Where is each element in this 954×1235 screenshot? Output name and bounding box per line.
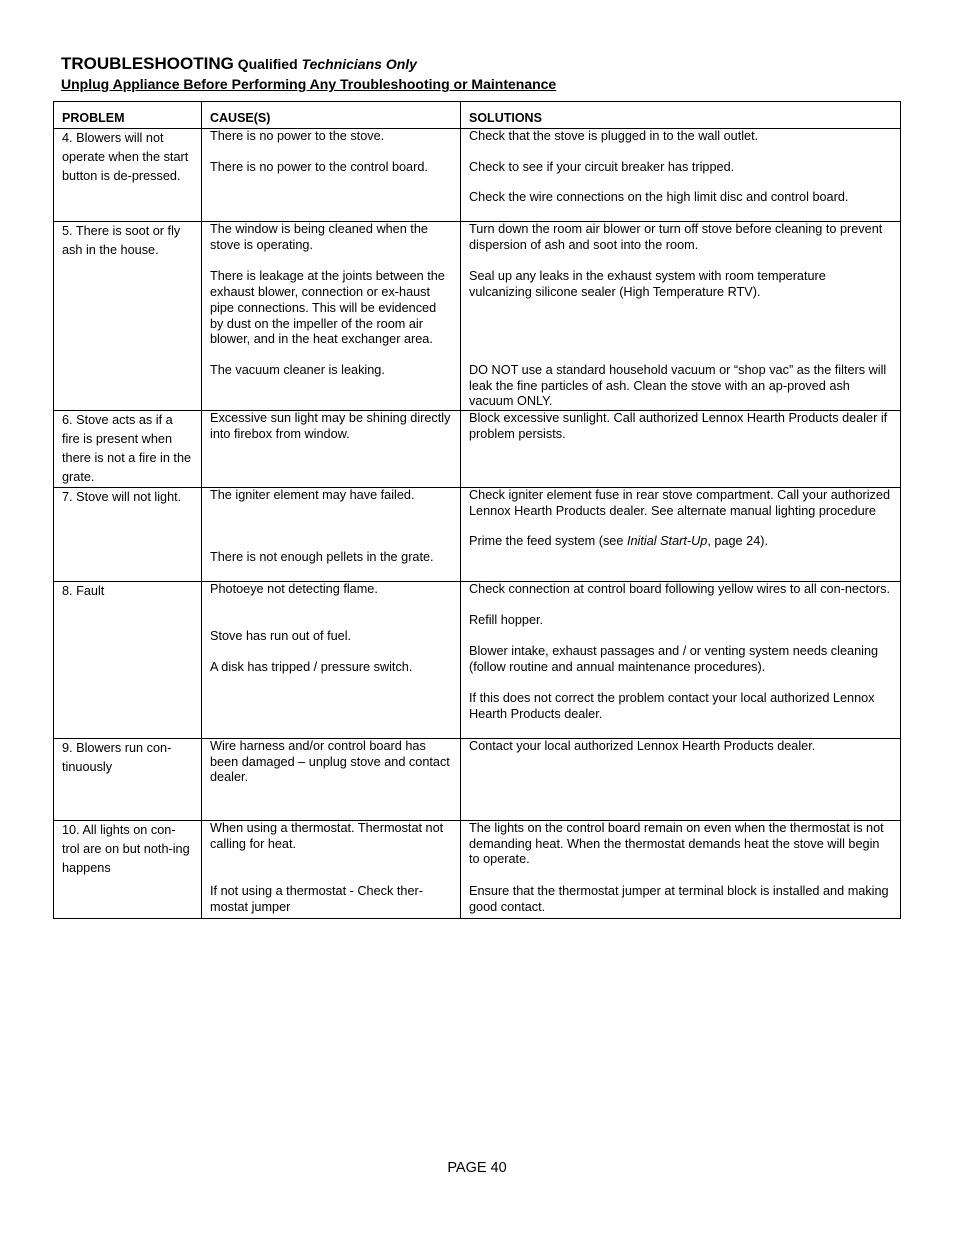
- solution-text: DO NOT use a standard household vacuum or “shop vac” as the filters will leak the fine particles of ash. Clean the stove with an ap-proved ash vacuum ONLY.: [469, 362, 887, 409]
- solutions-cell: [461, 582, 901, 739]
- warning-subtitle: Unplug Appliance Before Performing Any Troubleshooting or Maintenance: [61, 76, 557, 92]
- table-header-row: [54, 102, 901, 129]
- solution-text-part: Prime the feed system (see: [469, 534, 627, 549]
- header-solutions: SOLUTIONS: [461, 102, 901, 129]
- solution-text-part: , page 24).: [707, 534, 769, 549]
- title-line: [61, 55, 556, 73]
- solution-text: Block excessive sunlight. Call authorized Lennox Hearth Products dealer if problem persists.: [469, 411, 888, 441]
- page-number: PAGE 40: [447, 1160, 507, 1176]
- cause-text: When using a thermostat. Thermostat not calling for heat.: [210, 821, 444, 851]
- cause-text: Wire harness and/or control board has been damaged – unplug stove and contact dealer.: [210, 739, 450, 785]
- table-row: [54, 129, 901, 222]
- solution-text: Check that the stove is plugged in to the wall outlet.: [469, 129, 759, 143]
- cause-text: There is not enough pellets in the grate.: [210, 549, 434, 564]
- cause-text: There is leakage at the joints between the exhaust blower, connection or ex-haust pipe connections. This will be evidenced by dust on the impeller of the room air blower, and in the heat exchanger area.: [210, 269, 445, 347]
- header-causes: CAUSE(S): [202, 102, 461, 129]
- solutions-cell: [461, 129, 901, 222]
- solution-link-reference: Initial Start-Up: [626, 534, 708, 549]
- cause-text: The vacuum cleaner is leaking.: [210, 362, 385, 377]
- solution-text: [469, 534, 892, 550]
- causes-cell: [202, 821, 461, 919]
- cause-text: There is no power to the stove.: [210, 129, 385, 143]
- solutions-cell: [461, 821, 901, 919]
- table-row: [54, 582, 901, 739]
- causes-cell: [202, 411, 461, 488]
- problem-cell: 4. Blowers will not operate when the start button is de-pressed.: [54, 129, 202, 222]
- causes-cell: [202, 129, 461, 222]
- causes-cell: [202, 488, 461, 582]
- solutions-cell: [461, 739, 901, 821]
- causes-cell: [202, 222, 461, 411]
- problem-cell: 7. Stove will not light.: [54, 488, 202, 582]
- table-row: [54, 821, 901, 919]
- problem-cell: 6. Stove acts as if a fire is present when there is not a fire in the grate.: [54, 411, 202, 488]
- problem-cell: 10. All lights on con-trol are on but noth-ing happens: [54, 821, 202, 919]
- cause-text: The window is being cleaned when the stove is operating.: [210, 222, 428, 252]
- cause-text: Photoeye not detecting flame.: [210, 582, 378, 596]
- cause-text: Stove has run out of fuel.: [210, 628, 352, 643]
- solution-text: Check connection at control board following yellow wires to all con-nectors.: [469, 582, 891, 596]
- title-qualifier: Qualified: [237, 56, 298, 72]
- troubleshooting-table: [53, 101, 901, 919]
- solution-text: Contact your local authorized Lennox Hearth Products dealer.: [469, 739, 816, 753]
- solution-text: Check the wire connections on the high limit disc and control board.: [469, 190, 849, 205]
- cause-text: A disk has tripped / pressure switch.: [210, 660, 413, 675]
- solutions-cell: [461, 222, 901, 411]
- table-row: [54, 739, 901, 821]
- solution-text: Ensure that the thermostat jumper at terminal block is installed and making good contact.: [469, 884, 889, 914]
- problem-cell: 9. Blowers run con-tinuously: [54, 739, 202, 821]
- problem-cell: 8. Fault: [54, 582, 202, 739]
- solution-text: If this does not correct the problem contact your local authorized Lennox Hearth Products dealer.: [469, 690, 875, 721]
- solutions-cell: [461, 411, 901, 488]
- solution-text: The lights on the control board remain on even when the thermostat is not demanding heat. When the thermostat demands heat the stove will begin to operate.: [469, 821, 884, 867]
- header-problem: PROBLEM: [54, 102, 202, 129]
- page-header: [61, 55, 556, 93]
- causes-cell: [202, 582, 461, 739]
- title-qualifier-italic: Technicians Only: [301, 56, 417, 72]
- solution-text: Blower intake, exhaust passages and / or venting system needs cleaning (follow routine and annual maintenance procedures).: [469, 644, 879, 675]
- page-title: TROUBLESHOOTING: [61, 54, 234, 73]
- cause-text: Excessive sun light may be shining directly into firebox from window.: [210, 411, 451, 441]
- table-row: [54, 488, 901, 582]
- solution-text: Check to see if your circuit breaker has tripped.: [469, 159, 735, 174]
- table-row: [54, 411, 901, 488]
- solution-text: Turn down the room air blower or turn off stove before cleaning to prevent dispersion of ash and soot into the room.: [469, 222, 883, 252]
- problem-cell: 5. There is soot or fly ash in the house.: [54, 222, 202, 411]
- solution-text: Seal up any leaks in the exhaust system with room temperature vulcanizing silicone sealer (High Temperature RTV).: [469, 269, 826, 300]
- solution-text: Refill hopper.: [469, 612, 544, 627]
- cause-text: There is no power to the control board.: [210, 159, 428, 174]
- table-row: [54, 222, 901, 411]
- solution-text: Check igniter element fuse in rear stove compartment. Call your authorized Lennox Hearth Products dealer. See alternate manual lighting procedure: [469, 488, 890, 518]
- causes-cell: [202, 739, 461, 821]
- cause-text: If not using a thermostat - Check ther-mostat jumper: [210, 884, 423, 915]
- cause-text: The igniter element may have failed.: [210, 488, 415, 502]
- solutions-cell: [461, 488, 901, 582]
